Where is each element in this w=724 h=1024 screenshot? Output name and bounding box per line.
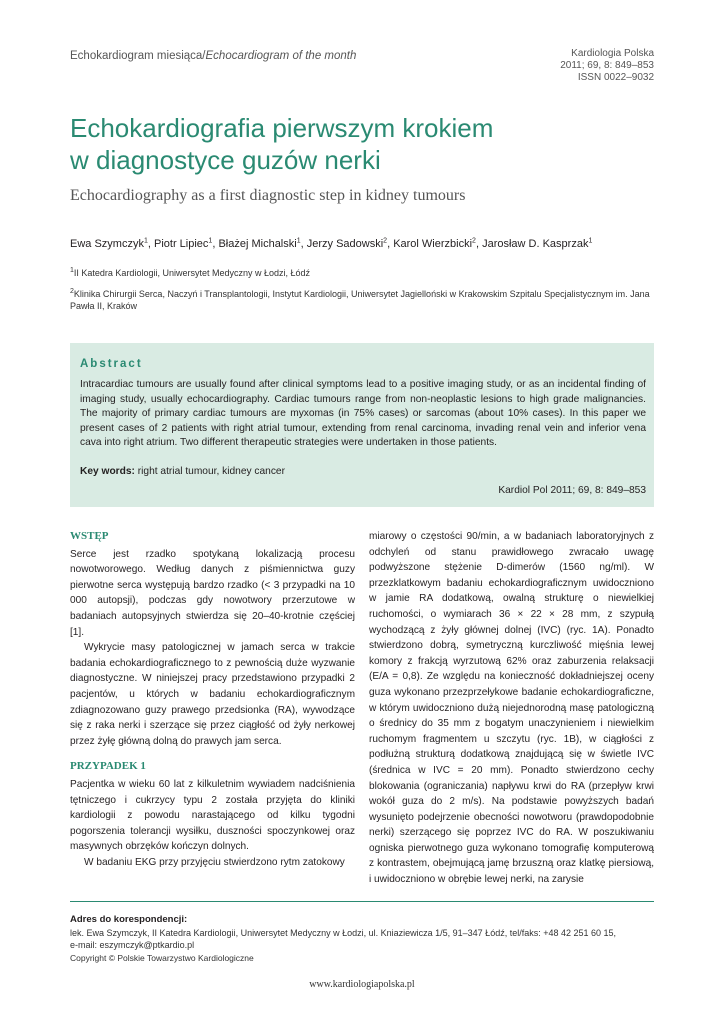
abstract-text: Intracardiac tumours are usually found after clinical symptoms lead to a positive imaging study, or as an incidental finding of imaging study, usually echocardiography. Cardiac tumours range from non-neoplastic lesions to high grade malignancies. The majority of primary cardiac tumours are myxomas (in 75% cases) or sarcomas (about 10% cases). In this paper we present cases of 2 patients with right atrial tumour, extending from renal carcinoma, invading renal vein and inferior vena cava into right atrium. Two different therapeutic strategies were undertaken in those patients. <box>80 379 646 449</box>
footer-divider <box>70 901 654 902</box>
author-list: Ewa Szymczyk$^1$, Piotr Lipiec$^1$, Błażej Michalski$^1$, Jerzy Sadowski$^2$, Karol Wierzbicki$^2$, Jarosław D. Kasprzak$^1$ <box>70 237 593 250</box>
affiliation-text: Klinika Chirurgii Serca, Naczyń i Transplantologii, Instytut Kardiologii, Uniwersytet Jagielloński w Krakowskim Szpitalu Specjalistycznym im. Jana Pawła II, Kraków <box>70 289 650 311</box>
paragraph: Pacjentka w wieku 60 lat z kilkuletnim wywiadem nadciśnienia tętniczego i cukrzycy typu 2 została przyjęta do kliniki kardiologii z powodu narastającego od kilku tygodni pogorszenia tolerancji wysiłku, duszności spoczynkowej oraz masywnych obrzęków kończyn dolnych. <box>70 778 355 853</box>
journal-info <box>560 48 654 84</box>
paragraph: Serce jest rzadko spotykaną lokalizacją procesu nowotworowego. Według danych z piśmiennictwa guzy pierwotne serca występują bardzo rzadko (< 3 przypadki na 10 000 autopsji), podczas gdy nowotwory przerzutowe w badaniach autopsyjnych stwierdza się 20–40-krotnie częściej [1]. <box>70 548 355 638</box>
paragraph-continued: miarowy o częstości 90/min, a w badaniach laboratoryjnych z odchyleń od stanu prawidłowego zwracało uwagę podwyższone stężenie D-dimerów (1560 ng/ml). W przezklatkowym badaniu echokardiograficznym uwidoczniono w jamie RA dodatkową, owalną strukturę o niewielkiej ruchomości, o wymiarach 36 × 22 × 28 mm, z szypułą wychodzącą z żyły głównej dolnej (IVC) (ryc. 1A). Ponadto stwierdzono dobrą, symetryczną kurczliwość mięśnia lewej komory z frakcją wyrzutową 62% oraz zaburzenia relaksacji (E/A = 0,8). Ze względu na konieczność dokładniejszej oceny guza wykonano przezprzełykowe badanie echokardiograficzne, w którym uwidoczniono dużą niejednorodną masę patologiczną o średnicy do 35 mm z bogatym unaczynieniem i niewielkim ruchomym fragmentem u szczytu (ryc. 1B), w ciągłości z podłużną strukturą dodatkową znajdującą się w świetle IVC (średnica w IVC = 20 mm). Ponadto stwierdzono cechy blokowania (ograniczania) napływu krwi do RA (przepływ krwi wokół guza do 2 m/s). Na podstawie powyższych badań wysunięto podejrzenie obecności nowotworu (prawdopodobnie nerki) szerzącego się poprzez IVC do RA. W poszukiwaniu ogniska pierwotnego guza wykonano tomografię komputerową z kontrastem, obejmującą jamę brzuszną oraz klatkę piersiową, i uwidoczniono w obrębie lewej nerki, na zarysie <box>369 531 654 886</box>
keywords-label: Key words: <box>80 466 135 477</box>
journal-name: Kardiologia Polska <box>571 48 654 59</box>
citation: Kardiol Pol 2011; 69, 8: 849–853 <box>498 485 646 496</box>
author-affiliation-mark: 2 <box>383 237 388 245</box>
section-heading-intro: WSTĘP <box>70 530 109 542</box>
article-title <box>70 112 670 176</box>
author: Ewa Szymczyk <box>70 238 144 250</box>
body-column-left <box>70 529 355 870</box>
section-label-pl: Echokardiogram miesiąca/ <box>70 50 206 62</box>
paragraph: Wykrycie masy patologicznej w jamach serca w trakcie badania echokardiograficznego to z pewnością duże wyzwanie diagnostyczne. W niniejszej pracy przedstawiono przypadki 2 pacjentów, u których w badaniu echokardiograficznym zdiagnozowano guzy prawego przedsionka (RA), wywodzące się z raka nerki i szerzące się przez ciągłość od żyły nerkowej przez żyłę główną dolną do prawych jam serca. <box>70 642 355 747</box>
keywords-value: right atrial tumour, kidney cancer <box>137 466 285 477</box>
affiliation-1 <box>70 267 660 279</box>
author-affiliation-mark: 1 <box>588 237 593 245</box>
article-subtitle: Echocardiography as a first diagnostic step in kidney tumours <box>70 187 466 204</box>
author: Piotr Lipiec <box>154 238 209 250</box>
author-affiliation-mark: 1 <box>143 237 148 245</box>
affiliation-number: 1 <box>70 267 74 274</box>
journal-volume: 2011; 69, 8: 849–853 <box>560 60 654 71</box>
section-label <box>70 50 356 62</box>
correspondence-line: lek. Ewa Szymczyk, II Katedra Kardiologii, Uniwersytet Medyczny w Łodzi, ul. Kniaziewicza 1/5, 91–347 Łódź, tel/faks: +48 42 251 60 15, <box>70 928 617 938</box>
keywords <box>80 466 285 477</box>
author: Jarosław D. Kasprzak <box>482 238 589 250</box>
section-label-en: Echocardiogram of the month <box>205 50 357 62</box>
correspondence-email: e-mail: eszymczyk@ptkardio.pl <box>70 940 195 950</box>
paragraph: W badaniu EKG przy przyjęciu stwierdzono rytm zatokowy <box>84 856 345 868</box>
body-column-right <box>369 529 654 888</box>
author: Jerzy Sadowski <box>306 238 384 250</box>
correspondence-address <box>70 927 660 951</box>
author-affiliation-mark: 1 <box>296 237 301 245</box>
author: Karol Wierzbicki <box>393 238 473 250</box>
title-line-2: w diagnostyce guzów nerki <box>70 145 381 175</box>
author: Błażej Michalski <box>218 238 297 250</box>
author-affiliation-mark: 1 <box>208 237 213 245</box>
affiliation-number: 2 <box>70 288 74 295</box>
abstract-heading: Abstract <box>80 358 143 370</box>
copyright: Copyright © Polskie Towarzystwo Kardiologiczne <box>70 953 254 963</box>
author-affiliation-mark: 2 <box>472 237 476 245</box>
correspondence-heading: Adres do korespondencji: <box>70 914 188 925</box>
title-line-1: Echokardiografia pierwszym krokiem <box>70 113 494 143</box>
affiliation-text: II Katedra Kardiologii, Uniwersytet Medyczny w Łodzi, Łódź <box>73 268 311 278</box>
affiliation-2 <box>70 288 660 312</box>
journal-issn: ISSN 0022–9032 <box>577 72 654 83</box>
journal-url: www.kardiologiapolska.pl <box>309 979 415 990</box>
section-heading-case-1: PRZYPADEK 1 <box>70 760 146 773</box>
